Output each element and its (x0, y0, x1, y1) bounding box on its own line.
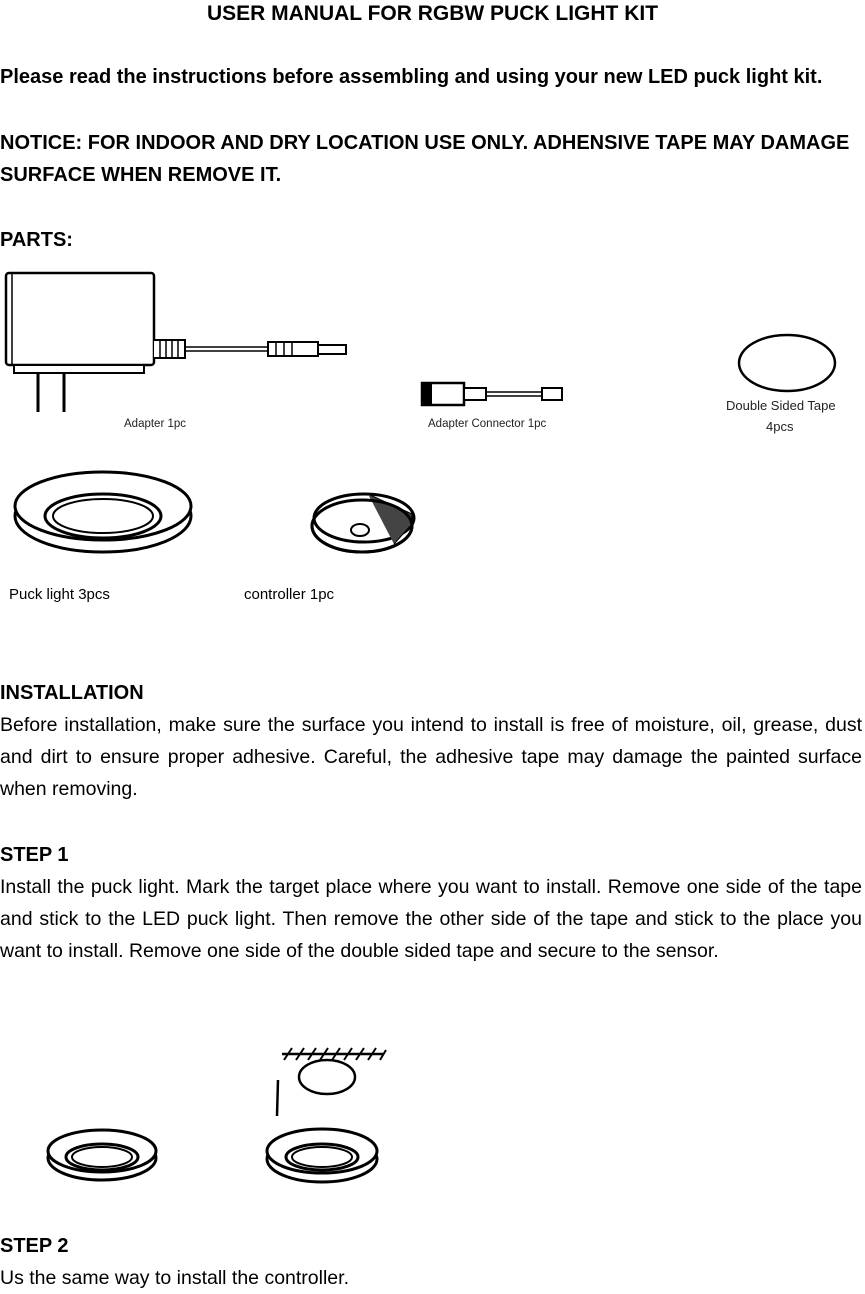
puck-light-caption: Puck light 3pcs (9, 586, 110, 603)
step1-heading: STEP 1 (0, 844, 69, 866)
step2-text: Us the same way to install the controller. (0, 1267, 349, 1289)
adapter-connector-label: Adapter Connector 1pc (428, 418, 547, 430)
adapter-connector-illustration (420, 380, 570, 410)
step2-heading: STEP 2 (0, 1235, 69, 1257)
adapter-illustration (0, 270, 360, 440)
step1-puck-light-illustration (44, 1120, 162, 1184)
parts-heading: PARTS: (0, 229, 73, 251)
controller-caption: controller 1pc (244, 586, 335, 603)
installation-text: Before installation, make sure the surface you intend to install is free of moisture, oil, grease, dust and dirt to ensure proper adhesive. Careful, the adhesive tape may damage the painted surface when removing. (0, 714, 862, 800)
notice-text: NOTICE: FOR INDOOR AND DRY LOCATION USE ONLY. ADHENSIVE TAPE MAY DAMAGE SURFACE WHEN REMOVE IT. (0, 132, 850, 186)
double-sided-tape-illustration (735, 332, 840, 394)
page-title: USER MANUAL FOR RGBW PUCK LIGHT KIT (206, 2, 659, 25)
step1-mounting-illustration (262, 1044, 392, 1189)
puck-light-illustration (8, 460, 198, 556)
adapter-label: Adapter 1pc (124, 418, 187, 430)
step1-text: Install the puck light. Mark the target place where you want to install. Remove one side of the tape and stick to the LED puck light. Then remove the other side of the tape and stick to the place you want to install. Remove one side of the double sided tape and secure to the sensor. (0, 876, 862, 962)
intro-text: Please read the instructions before assembling and using your new LED puck light kit. (0, 66, 823, 88)
installation-heading: INSTALLATION (0, 682, 144, 704)
tape-label-1: Double Sided Tape (726, 398, 836, 413)
tape-label-2: 4pcs (766, 419, 794, 434)
controller-illustration (308, 488, 420, 556)
